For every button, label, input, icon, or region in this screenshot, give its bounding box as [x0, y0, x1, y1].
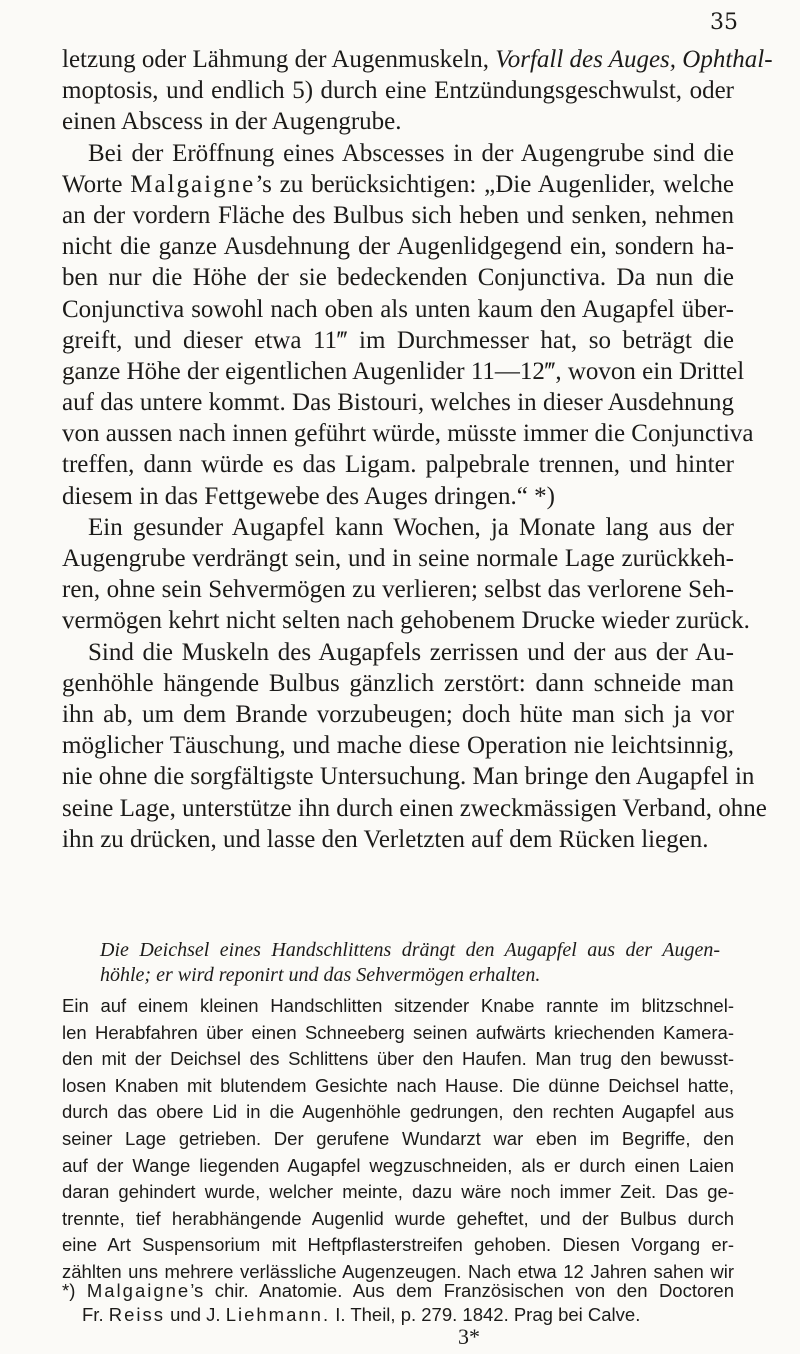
text-line: greift, und dieser etwa 11‴ im Durchmesser hat, so beträgt die — [62, 326, 734, 354]
text-line: seiner Lage getrieben. Der gerufene Wundarzt war eben im Begriffe, den — [62, 1127, 734, 1149]
text-line: Ein auf einem kleinen Handschlitten sitzender Knabe rannte im blitzschnel- — [62, 995, 734, 1016]
text-line: ganze Höhe der eigentlichen Augenlider 11—12‴, wovon ein Drittel — [62, 357, 745, 385]
text-line: an der vordern Fläche des Bulbus sich heben und senken, nehmen — [62, 201, 734, 229]
text-line: losen Knaben mit blutendem Gesichte nach Hause. Die dünne Deichsel hatte, — [62, 1074, 734, 1096]
text-line: Bei der Eröffnung eines Abscesses in der Augengrube sind die — [88, 139, 734, 167]
text-line: nicht die ganze Ausdehnung der Augenlidgegend ein, sondern ha- — [62, 233, 734, 261]
footnote-author: Malgaigne — [86, 1280, 191, 1301]
heading-line: Die Deichsel eines Handschlittens drängt den Augapfel aus der Augen- — [100, 939, 720, 961]
text-line: den mit der Deichsel des Schlittens über den Haufen. Man trug den bewusst- — [62, 1048, 734, 1070]
text-line: einen Abscess in der Augengrube. — [62, 108, 402, 136]
heading-line: höhle; er wird reponirt und das Sehvermögen erhalten. — [100, 964, 541, 986]
signature-mark: 3* — [458, 1324, 480, 1349]
text-line: vermögen kehrt nicht selten nach gehobenem Drucke wieder zurück. — [62, 607, 750, 635]
text-line: Augengrube verdrängt sein, und in seine normale Lage zurückkeh- — [62, 545, 734, 572]
case-report — [62, 993, 734, 1286]
text-line: Sind die Muskeln des Augapfels zerrissen und der aus der Au- — [88, 638, 734, 666]
text-line: seine Lage, unterstütze ihn durch einen zweckmässigen Verband, ohne — [62, 794, 767, 822]
main-text — [62, 44, 773, 855]
text-line: nie ohne die sorgfältigste Untersuchung. Man bringe den Augapfel in — [62, 763, 755, 791]
text-line: eine Art Suspensorium mit Heftpflasterstreifen gehoben. Diesen Vorgang er- — [62, 1234, 734, 1256]
text-line: Worte Malgaigne’s zu berücksichtigen: „Die Augenlider, welche — [62, 170, 735, 198]
page-number: 35 — [710, 10, 738, 35]
text-line: ihn ab, um dem Brande vorzubeugen; doch hüte man sich ja vor — [62, 700, 734, 728]
text-line: diesem in das Fettgewebe des Auges dringen.“ *) — [62, 482, 555, 510]
text-line: auf das untere kommt. Das Bistouri, welches in dieser Ausdehnung — [62, 389, 734, 417]
case-heading — [100, 938, 720, 988]
author-name: Malgaigne — [130, 170, 256, 198]
footnote — [62, 1279, 734, 1327]
footnote-line: *) Malgaigne’s chir. Anatomie. Aus dem Französischen von den Doctoren — [62, 1280, 735, 1301]
text-line: treffen, dann würde es das Ligam. palpebrale trennen, und hinter — [62, 451, 734, 479]
text-line: ihn zu drücken, und lasse den Verletzten auf dem Rücken liegen. — [62, 825, 709, 853]
text-line: genhöhle hängende Bulbus gänzlich zerstört: dann schneide man — [62, 669, 734, 697]
text-line: len Herabfahren über einen Schneeberg seinen aufwärts kriechenden Kamera- — [62, 1021, 734, 1043]
text-line: moptosis, und endlich 5) durch eine Entzündungsgeschwulst, oder — [62, 77, 734, 105]
footnote-line: Fr. Reiss und J. Liehmann. I. Theil, p. 279. 1842. Prag bei Calve. — [82, 1304, 641, 1325]
text-line: letzung oder Lähmung der Augenmuskeln, Vorfall des Auges, Ophthal- — [62, 46, 773, 73]
text-line: ren, ohne sein Sehvermögen zu verlieren; selbst das verlorene Seh- — [62, 576, 734, 604]
text-line: von aussen nach innen geführt würde, müsste immer die Conjunctiva — [62, 420, 754, 448]
text-line: trennte, tief herabhängende Augenlid wurde geheftet, und der Bulbus durch — [62, 1207, 734, 1229]
text-line: durch das obere Lid in die Augenhöhle gedrungen, den rechten Augapfel aus — [62, 1101, 734, 1123]
text-line: möglicher Täuschung, und mache diese Operation nie leichtsinnig, — [62, 732, 734, 760]
text-line: Ein gesunder Augapfel kann Wochen, ja Monate lang aus der — [88, 513, 734, 541]
text-line: auf der Wange liegenden Augapfel wegzuschneiden, als er durch einen Laien — [62, 1154, 734, 1176]
text-line: zählten uns mehrere verlässliche Augenzeugen. Nach etwa 12 Jahren sahen wir — [62, 1260, 734, 1282]
text-line: ben nur die Höhe der sie bedeckenden Conjunctiva. Da nun die — [62, 264, 734, 292]
text-line: Conjunctiva sowohl nach oben als unten kaum den Augapfel über- — [62, 295, 734, 323]
text-line: daran gehindert wurde, welcher meinte, dazu wäre noch immer Zeit. Das ge- — [62, 1181, 734, 1203]
